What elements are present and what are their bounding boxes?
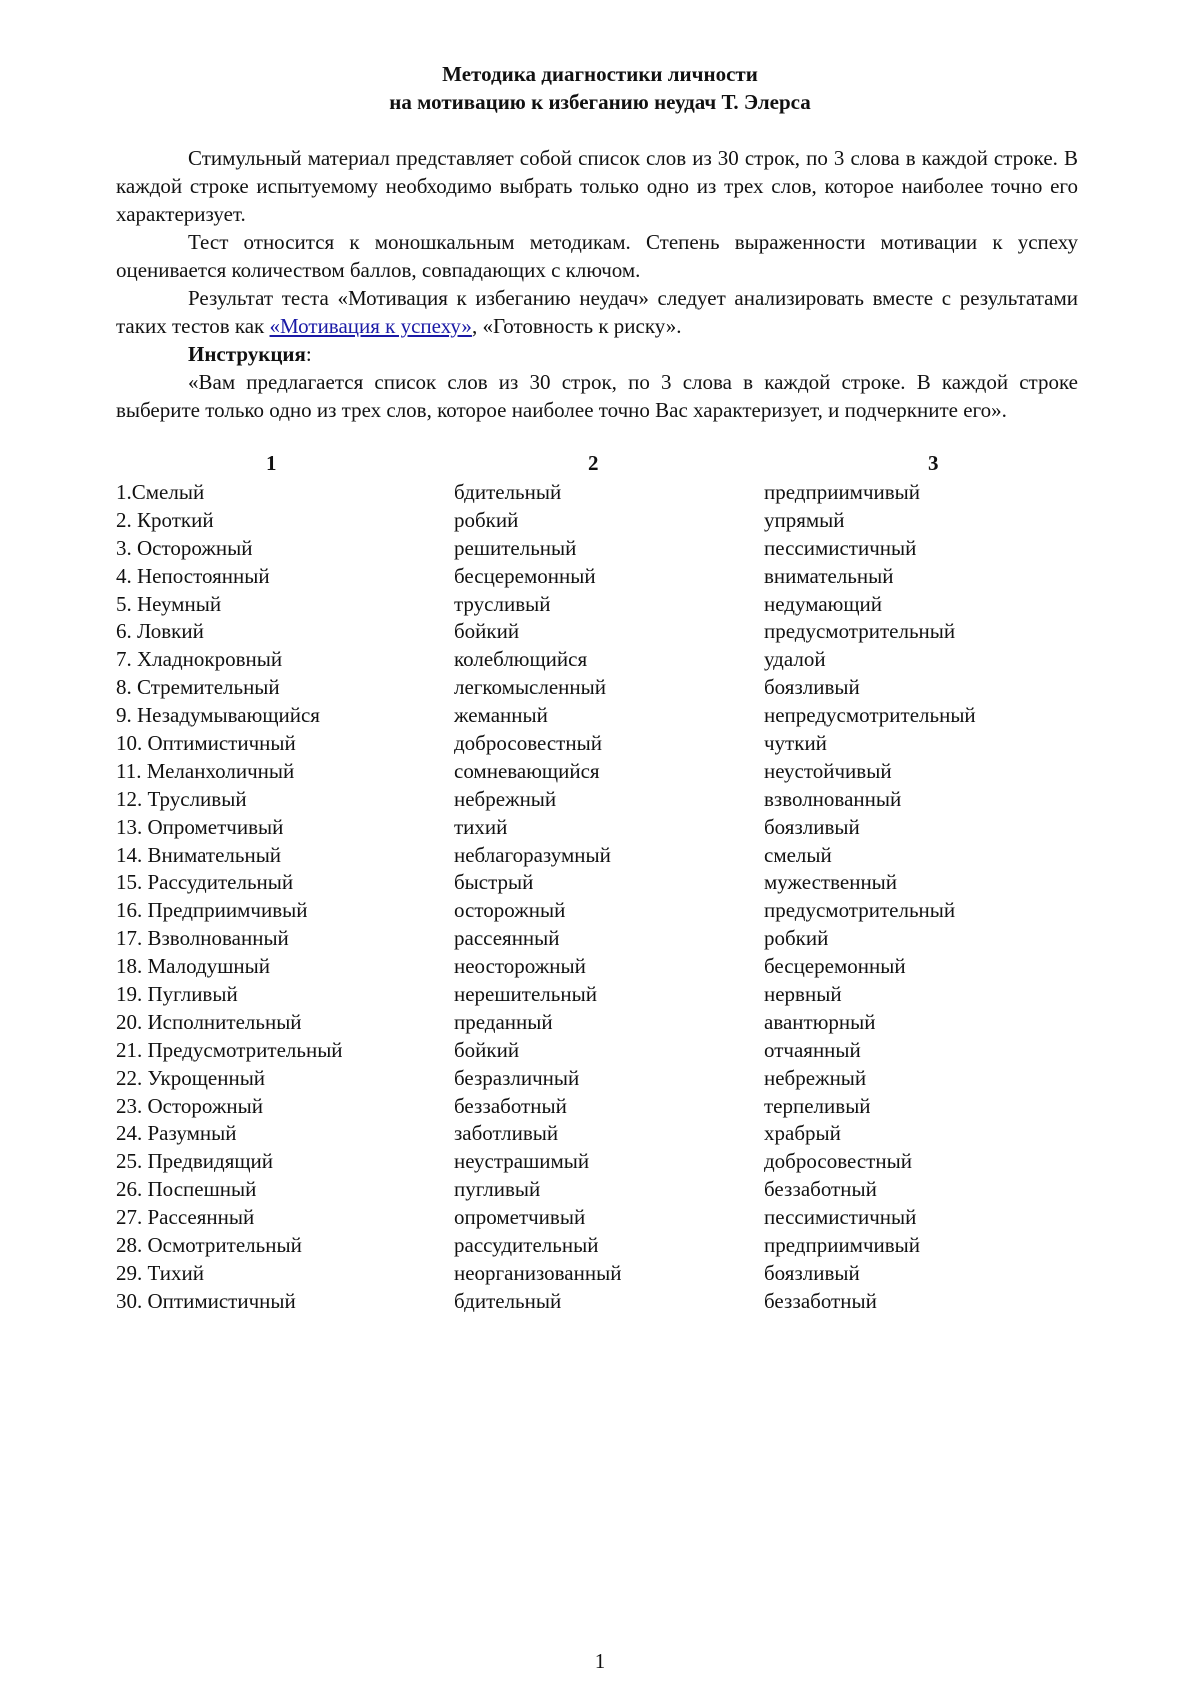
word-cell-col-3[interactable]: беззаботный bbox=[764, 1177, 877, 1202]
word-cell-col-2[interactable]: неосторожный bbox=[454, 954, 586, 979]
word-cell-col-2[interactable]: бдительный bbox=[454, 480, 562, 504]
word-cell-col-1[interactable]: 12. Трусливый bbox=[116, 786, 247, 811]
table-row bbox=[116, 757, 1078, 785]
word-cell-col-1[interactable]: 24. Разумный bbox=[116, 1121, 237, 1146]
table-row bbox=[116, 1147, 1078, 1175]
word-cell-col-2[interactable]: добросовестный bbox=[454, 731, 602, 756]
table-row bbox=[116, 813, 1078, 841]
word-cell-col-2[interactable]: неблагоразумный bbox=[454, 842, 611, 867]
word-cell-col-1[interactable]: 5. Неумный bbox=[116, 591, 222, 616]
word-cell-col-3[interactable]: робкий bbox=[764, 926, 829, 951]
table-row bbox=[116, 1008, 1078, 1036]
word-cell-col-1[interactable]: 3. Осторожный bbox=[116, 535, 253, 560]
word-cell-col-3[interactable]: бесцеремонный bbox=[764, 954, 906, 979]
word-cell-col-3[interactable]: взволнованный bbox=[764, 786, 902, 811]
table-row bbox=[116, 841, 1078, 869]
word-cell-col-1[interactable]: 26. Поспешный bbox=[116, 1177, 257, 1202]
word-cell-col-3[interactable]: нервный bbox=[764, 982, 842, 1007]
instruction-text: «Вам предлагается список слов из 30 строк, по 3 слова в каждой строке. В каждой строке выберите только одно из трех слов, которое наиболее точно Вас характеризует, и подчеркните его». bbox=[116, 370, 1078, 422]
table-row bbox=[116, 645, 1078, 673]
word-cell-col-3[interactable]: предусмотрительный bbox=[764, 898, 956, 923]
column-header-2: 2 bbox=[588, 451, 599, 475]
word-cell-col-2[interactable]: безразличный bbox=[454, 1065, 580, 1090]
word-cell-col-2[interactable]: заботливый bbox=[454, 1121, 559, 1146]
word-cell-col-2[interactable]: быстрый bbox=[454, 870, 534, 895]
word-cell-col-3[interactable]: неустойчивый bbox=[764, 758, 892, 783]
word-cell-col-3[interactable]: боязливый bbox=[764, 814, 860, 839]
motivation-to-success-link[interactable]: «Мотивация к успеху» bbox=[269, 314, 472, 338]
word-cell-col-2[interactable]: небрежный bbox=[454, 786, 557, 811]
word-cell-col-3[interactable]: удалой bbox=[764, 647, 826, 672]
word-cell-col-1[interactable]: 1.Смелый bbox=[116, 480, 205, 504]
table-row bbox=[116, 924, 1078, 952]
table-row bbox=[116, 868, 1078, 896]
table-row bbox=[116, 673, 1078, 701]
word-cell-col-3[interactable]: небрежный bbox=[764, 1065, 867, 1090]
word-cell-col-3[interactable]: пессимистичный bbox=[764, 535, 917, 560]
word-cell-col-3[interactable]: недумающий bbox=[764, 591, 882, 616]
word-cell-col-1[interactable]: 28. Осмотрительный bbox=[116, 1233, 302, 1258]
word-cell-col-2[interactable]: рассеянный bbox=[454, 926, 560, 951]
table-row bbox=[116, 506, 1078, 534]
word-cell-col-1[interactable]: 18. Малодушный bbox=[116, 954, 270, 979]
table-row bbox=[116, 534, 1078, 562]
word-cell-col-1[interactable]: 29. Тихий bbox=[116, 1260, 205, 1285]
table-row bbox=[116, 1259, 1078, 1287]
table-row bbox=[116, 1064, 1078, 1092]
column-header-3: 3 bbox=[928, 451, 939, 475]
table-row bbox=[116, 590, 1078, 618]
table-row bbox=[116, 1036, 1078, 1064]
word-cell-col-3[interactable]: боязливый bbox=[764, 1260, 860, 1285]
word-cell-col-1[interactable]: 15. Рассудительный bbox=[116, 870, 294, 895]
word-cell-col-2[interactable]: преданный bbox=[454, 1009, 553, 1034]
table-row bbox=[116, 1175, 1078, 1203]
word-cell-col-1[interactable]: 22. Укрощенный bbox=[116, 1065, 266, 1090]
word-cell-col-3[interactable]: боязливый bbox=[764, 675, 860, 700]
word-cell-col-1[interactable]: 6. Ловкий bbox=[116, 619, 204, 644]
intro-paragraph-2: Тест относится к моношкальным методикам. Степень выраженности мотивации к успеху оценивается количеством баллов, совпадающих с ключом. bbox=[116, 230, 1078, 282]
word-cell-col-1[interactable]: 10. Оптимистичный bbox=[116, 731, 296, 756]
instruction-heading bbox=[116, 340, 1078, 368]
table-row bbox=[116, 1287, 1078, 1315]
table-row bbox=[116, 701, 1078, 729]
word-cell-col-3[interactable]: терпеливый bbox=[764, 1093, 871, 1118]
table-row bbox=[116, 617, 1078, 645]
word-cell-col-2[interactable]: пугливый bbox=[454, 1177, 541, 1202]
intro-paragraph-3 bbox=[116, 284, 1078, 340]
word-cell-col-2[interactable]: трусливый bbox=[454, 591, 551, 616]
column-header-1: 1 bbox=[266, 451, 277, 475]
word-cell-col-2[interactable]: легкомысленный bbox=[454, 675, 606, 700]
word-cell-col-2[interactable]: неорганизованный bbox=[454, 1260, 622, 1285]
intro-text bbox=[116, 144, 1078, 424]
word-cell-col-3[interactable]: предприимчивый bbox=[764, 1233, 921, 1258]
word-cell-col-3[interactable]: упрямый bbox=[764, 507, 845, 532]
table-row bbox=[116, 1203, 1078, 1231]
word-cell-col-3[interactable]: авантюрный bbox=[764, 1009, 876, 1034]
table-row bbox=[116, 1231, 1078, 1259]
word-cell-col-2[interactable]: беззаботный bbox=[454, 1093, 567, 1118]
word-cell-col-1[interactable]: 21. Предусмотрительный bbox=[116, 1037, 343, 1062]
table-row bbox=[116, 896, 1078, 924]
word-cell-col-1[interactable]: 27. Рассеянный bbox=[116, 1205, 255, 1230]
word-cell-col-1[interactable]: 8. Стремительный bbox=[116, 675, 280, 700]
word-cell-col-2[interactable]: колеблющийся bbox=[454, 647, 588, 672]
word-cell-col-3[interactable]: отчаянный bbox=[764, 1037, 861, 1062]
word-cell-col-1[interactable]: 23. Осторожный bbox=[116, 1093, 263, 1118]
table-row bbox=[116, 785, 1078, 813]
word-cell-col-2[interactable]: бойкий bbox=[454, 1037, 520, 1062]
word-cell-col-1[interactable]: 30. Оптимистичный bbox=[116, 1288, 296, 1313]
document-title-line-2: на мотивацию к избеганию неудач Т. Элерса bbox=[389, 90, 811, 114]
word-cell-col-3[interactable]: храбрый bbox=[764, 1121, 841, 1146]
instruction-label: Инструкция bbox=[188, 342, 306, 366]
word-cell-col-3[interactable]: внимательный bbox=[764, 563, 894, 588]
word-cell-col-2[interactable]: неустрашимый bbox=[454, 1149, 590, 1174]
word-cell-col-2[interactable]: жеманный bbox=[454, 703, 548, 728]
word-cell-col-1[interactable]: 4. Непостоянный bbox=[116, 563, 270, 588]
word-cell-col-3[interactable]: предусмотрительный bbox=[764, 619, 956, 644]
word-cell-col-2[interactable]: решительный bbox=[454, 535, 577, 560]
intro-p3-before: Результат теста «Мотивация к избеганию неудач» следует анализировать вместе с результатами таких тестов как bbox=[116, 286, 1078, 338]
word-cell-col-1[interactable]: 16. Предприимчивый bbox=[116, 898, 308, 923]
table-row bbox=[116, 729, 1078, 757]
table-row bbox=[116, 1119, 1078, 1147]
word-cell-col-2[interactable]: осторожный bbox=[454, 898, 566, 923]
table-row bbox=[116, 1092, 1078, 1120]
word-cell-col-2[interactable]: рассудительный bbox=[454, 1233, 599, 1258]
word-cell-col-2[interactable]: нерешительный bbox=[454, 982, 597, 1007]
word-cell-col-3[interactable]: беззаботный bbox=[764, 1288, 877, 1313]
word-cell-col-2[interactable]: бесцеремонный bbox=[454, 563, 596, 588]
word-table bbox=[116, 478, 1078, 1315]
document-title-line-1: Методика диагностики личности bbox=[442, 62, 758, 86]
word-cell-col-1[interactable]: 19. Пугливый bbox=[116, 982, 238, 1007]
table-row bbox=[116, 980, 1078, 1008]
word-cell-col-2[interactable]: бдительный bbox=[454, 1288, 562, 1313]
intro-p3-after: , «Готовность к риску». bbox=[471, 314, 682, 338]
word-cell-col-1[interactable]: 20. Исполнительный bbox=[116, 1009, 302, 1034]
word-cell-col-3[interactable]: смелый bbox=[764, 842, 832, 867]
intro-paragraph-1: Стимульный материал представляет собой список слов из 30 строк, по 3 слова в каждой строке. В каждой строке испытуемому необходимо выбрать только одно из трех слов, которое наиболее точно его характеризует. bbox=[116, 146, 1078, 226]
table-row bbox=[116, 562, 1078, 590]
instruction-colon: : bbox=[305, 342, 312, 366]
word-cell-col-1[interactable]: 13. Опрометчивый bbox=[116, 814, 284, 839]
word-cell-col-1[interactable]: 11. Меланхоличный bbox=[116, 758, 295, 783]
word-cell-col-2[interactable]: робкий bbox=[454, 507, 519, 532]
word-cell-col-2[interactable]: опрометчивый bbox=[454, 1205, 586, 1230]
table-row bbox=[116, 478, 1078, 506]
word-cell-col-3[interactable]: добросовестный bbox=[764, 1149, 912, 1174]
word-cell-col-2[interactable]: сомневающийся bbox=[454, 758, 600, 783]
word-cell-col-1[interactable]: 14. Внимательный bbox=[116, 842, 282, 867]
word-cell-col-3[interactable]: предприимчивый bbox=[764, 480, 921, 504]
word-cell-col-1[interactable]: 17. Взволнованный bbox=[116, 926, 289, 951]
word-cell-col-3[interactable]: пессимистичный bbox=[764, 1205, 917, 1230]
word-cell-col-3[interactable]: мужественный bbox=[764, 870, 898, 895]
word-cell-col-1[interactable]: 25. Предвидящий bbox=[116, 1149, 274, 1174]
table-row bbox=[116, 952, 1078, 980]
word-cell-col-3[interactable]: чуткий bbox=[764, 731, 827, 756]
page-number: 1 bbox=[594, 1649, 606, 1673]
word-cell-col-1[interactable]: 9. Незадумывающийся bbox=[116, 703, 320, 728]
word-cell-col-1[interactable]: 2. Кроткий bbox=[116, 507, 214, 532]
word-cell-col-2[interactable]: бойкий bbox=[454, 619, 520, 644]
word-cell-col-1[interactable]: 7. Хладнокровный bbox=[116, 647, 283, 672]
word-cell-col-2[interactable]: тихий bbox=[454, 814, 508, 839]
word-cell-col-3[interactable]: непредусмотрительный bbox=[764, 703, 976, 728]
